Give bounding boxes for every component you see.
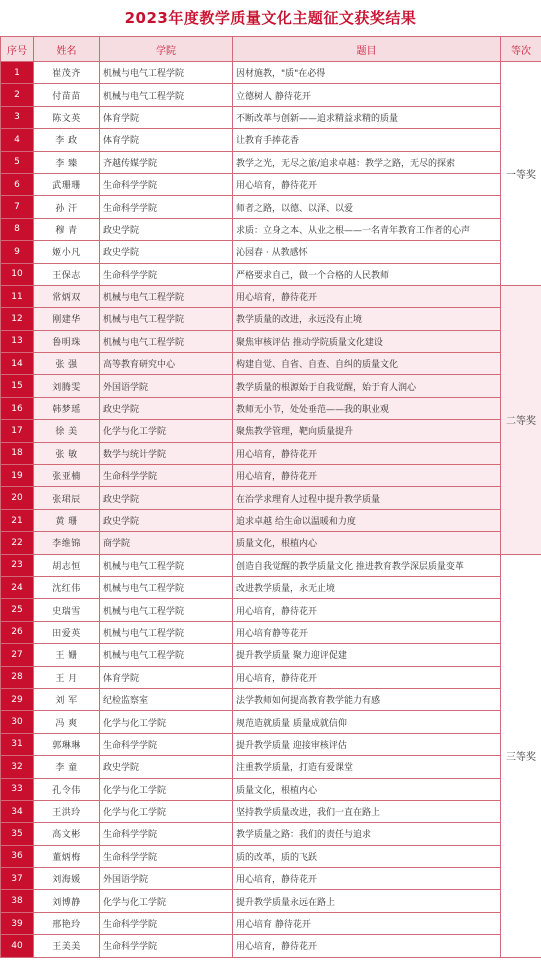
- row-name: 张 敏: [34, 442, 100, 464]
- row-name: 韩梦瑶: [34, 397, 100, 419]
- row-name: 史瑞雪: [34, 599, 100, 621]
- row-college: 生命科学学院: [100, 465, 233, 487]
- table-row: [1, 62, 541, 84]
- table-row: [1, 308, 541, 330]
- row-name: 刘 军: [34, 688, 100, 710]
- row-college: 政史学院: [100, 509, 233, 531]
- row-idx: 30: [1, 711, 34, 733]
- row-college: 生命科学学院: [100, 263, 233, 285]
- row-idx: 19: [1, 465, 34, 487]
- row-name: 刚建华: [34, 308, 100, 330]
- table-row: [1, 465, 541, 487]
- row-idx: 8: [1, 218, 34, 240]
- row-name: 李 政: [34, 129, 100, 151]
- row-name: 李维锦: [34, 532, 100, 554]
- table-row: [1, 800, 541, 822]
- row-idx: 22: [1, 532, 34, 554]
- row-idx: 16: [1, 397, 34, 419]
- table-row: [1, 420, 541, 442]
- row-name: 张 强: [34, 353, 100, 375]
- row-name: 王美美: [34, 935, 100, 957]
- row-idx: 1: [1, 62, 34, 84]
- row-college: 化学与化工学院: [100, 420, 233, 442]
- row-name: 张珺辰: [34, 487, 100, 509]
- row-name: 田爱英: [34, 621, 100, 643]
- table-row: [1, 912, 541, 934]
- row-name: 穆 青: [34, 218, 100, 240]
- row-idx: 7: [1, 196, 34, 218]
- table-row: [1, 218, 541, 240]
- table-row: [1, 823, 541, 845]
- row-topic: 规范造就质量 质量成就信仰: [233, 711, 501, 733]
- row-topic: 聚焦审核评估 推动学院质量文化建设: [233, 330, 501, 352]
- row-name: 王 月: [34, 666, 100, 688]
- row-idx: 2: [1, 84, 34, 106]
- row-topic: 提升教学质量 聚力迎评促建: [233, 644, 501, 666]
- table-row: [1, 576, 541, 598]
- row-college: 机械与电气工程学院: [100, 554, 233, 576]
- row-idx: 25: [1, 599, 34, 621]
- row-name: 黄 珊: [34, 509, 100, 531]
- row-name: 孙 汗: [34, 196, 100, 218]
- row-name: 鲁明珠: [34, 330, 100, 352]
- table-row: [1, 151, 541, 173]
- row-college: 政史学院: [100, 756, 233, 778]
- table-row: [1, 241, 541, 263]
- row-name: 徐 美: [34, 420, 100, 442]
- row-idx: 12: [1, 308, 34, 330]
- row-topic: 质的改革，质的飞跃: [233, 845, 501, 867]
- row-idx: 26: [1, 621, 34, 643]
- header-topic: 题目: [233, 37, 501, 62]
- row-name: 高文彬: [34, 823, 100, 845]
- row-college: 政史学院: [100, 487, 233, 509]
- row-idx: 39: [1, 912, 34, 934]
- row-topic: 教学质量的根源始于自我觉醒，始于育人润心: [233, 375, 501, 397]
- row-college: 高等教育研究中心: [100, 353, 233, 375]
- row-topic: 教学质量之路：我们的责任与追求: [233, 823, 501, 845]
- row-name: 陈文英: [34, 106, 100, 128]
- row-topic: 在治学求理育人过程中提升教学质量: [233, 487, 501, 509]
- row-topic: 沁园春 · 从教感怀: [233, 241, 501, 263]
- table-row: [1, 666, 541, 688]
- row-name: 刘海媛: [34, 868, 100, 890]
- award-level-second: 二等奖: [501, 285, 541, 554]
- row-name: 冯 爽: [34, 711, 100, 733]
- row-idx: 37: [1, 868, 34, 890]
- row-idx: 27: [1, 644, 34, 666]
- row-topic: 用心培育，静待花开: [233, 666, 501, 688]
- table-row: [1, 644, 541, 666]
- row-topic: 教学之光，无尽之旅/追求卓越：教学之路，无尽的探索: [233, 151, 501, 173]
- row-name: 武珊珊: [34, 173, 100, 195]
- row-idx: 3: [1, 106, 34, 128]
- row-topic: 用心培育静等花开: [233, 621, 501, 643]
- row-idx: 28: [1, 666, 34, 688]
- row-name: 刘博静: [34, 890, 100, 912]
- row-topic: 让教育手捧花香: [233, 129, 501, 151]
- row-idx: 24: [1, 576, 34, 598]
- row-idx: 33: [1, 778, 34, 800]
- row-topic: 不断改革与创新——追求精益求精的质量: [233, 106, 501, 128]
- row-name: 王洪玲: [34, 800, 100, 822]
- row-college: 化学与化工学院: [100, 778, 233, 800]
- row-topic: 用心培育，静待花开: [233, 285, 501, 307]
- row-idx: 29: [1, 688, 34, 710]
- row-topic: 聚焦教学管理，靶向质量提升: [233, 420, 501, 442]
- row-topic: 用心培育，静待花开: [233, 173, 501, 195]
- row-idx: 10: [1, 263, 34, 285]
- row-name: 常炳双: [34, 285, 100, 307]
- row-name: 刘腾雯: [34, 375, 100, 397]
- table-row: [1, 778, 541, 800]
- row-topic: 质量文化，根植内心: [233, 532, 501, 554]
- table-row: [1, 756, 541, 778]
- row-topic: 立德树人 静待花开: [233, 84, 501, 106]
- row-topic: 用心培育，静待花开: [233, 935, 501, 957]
- row-college: 机械与电气工程学院: [100, 308, 233, 330]
- row-idx: 36: [1, 845, 34, 867]
- page-title: 2023年度教学质量文化主题征文获奖结果: [124, 9, 417, 27]
- row-college: 数学与统计学院: [100, 442, 233, 464]
- row-college: 化学与化工学院: [100, 800, 233, 822]
- row-college: 生命科学学院: [100, 935, 233, 957]
- row-idx: 20: [1, 487, 34, 509]
- row-college: 政史学院: [100, 241, 233, 263]
- header-idx: 序号: [1, 37, 34, 62]
- row-topic: 坚持教学质量改进，我们一直在路上: [233, 800, 501, 822]
- row-college: 机械与电气工程学院: [100, 330, 233, 352]
- table-row: [1, 868, 541, 890]
- row-college: 外国语学院: [100, 868, 233, 890]
- row-idx: 9: [1, 241, 34, 263]
- table-row: [1, 263, 541, 285]
- header-name: 姓名: [34, 37, 100, 62]
- table-body: [1, 62, 541, 958]
- results-table: [0, 36, 541, 958]
- row-college: 政史学院: [100, 397, 233, 419]
- row-college: 生命科学学院: [100, 196, 233, 218]
- row-college: 机械与电气工程学院: [100, 285, 233, 307]
- row-college: 齐越传媒学院: [100, 151, 233, 173]
- table-header-row: [1, 37, 541, 62]
- row-college: 机械与电气工程学院: [100, 576, 233, 598]
- row-name: 崔茂齐: [34, 62, 100, 84]
- row-idx: 40: [1, 935, 34, 957]
- row-topic: 创造自我觉醒的教学质量文化 推进教育教学深层质量变革: [233, 554, 501, 576]
- table-row: [1, 330, 541, 352]
- table-row: [1, 532, 541, 554]
- table-row: [1, 285, 541, 307]
- row-college: 体育学院: [100, 106, 233, 128]
- row-topic: 用心培育，静待花开: [233, 465, 501, 487]
- row-name: 李 童: [34, 756, 100, 778]
- row-idx: 18: [1, 442, 34, 464]
- row-topic: 用心培育，静待花开: [233, 868, 501, 890]
- table-row: [1, 845, 541, 867]
- row-college: 生命科学学院: [100, 845, 233, 867]
- table-row: [1, 442, 541, 464]
- row-college: 机械与电气工程学院: [100, 84, 233, 106]
- row-name: 郭琳琳: [34, 733, 100, 755]
- row-name: 胡志恒: [34, 554, 100, 576]
- row-topic: 注重教学质量，打造有爱课堂: [233, 756, 501, 778]
- row-college: 机械与电气工程学院: [100, 621, 233, 643]
- row-idx: 4: [1, 129, 34, 151]
- table-row: [1, 688, 541, 710]
- row-name: 姬小凡: [34, 241, 100, 263]
- row-college: 外国语学院: [100, 375, 233, 397]
- row-topic: 质量文化，根植内心: [233, 778, 501, 800]
- table-row: [1, 129, 541, 151]
- row-idx: 35: [1, 823, 34, 845]
- row-idx: 15: [1, 375, 34, 397]
- table-row: [1, 890, 541, 912]
- row-topic: 构建自觉、自省、自查、自纠的质量文化: [233, 353, 501, 375]
- row-topic: 追求卓越 给生命以温暖和力度: [233, 509, 501, 531]
- row-name: 王 姗: [34, 644, 100, 666]
- row-name: 孔令伟: [34, 778, 100, 800]
- row-name: 张亚楠: [34, 465, 100, 487]
- row-college: 生命科学学院: [100, 733, 233, 755]
- row-topic: 改进教学质量，永无止境: [233, 576, 501, 598]
- row-college: 生命科学学院: [100, 823, 233, 845]
- table-row: [1, 487, 541, 509]
- row-topic: 教师无小节，处处垂范——我的职业观: [233, 397, 501, 419]
- row-topic: 严格要求自己，做一个合格的人民教师: [233, 263, 501, 285]
- row-name: 邢艳玲: [34, 912, 100, 934]
- header-college: 学院: [100, 37, 233, 62]
- row-college: 体育学院: [100, 129, 233, 151]
- row-name: 李 臻: [34, 151, 100, 173]
- table-row: [1, 196, 541, 218]
- table-row: [1, 106, 541, 128]
- row-college: 商学院: [100, 532, 233, 554]
- table-row: [1, 935, 541, 957]
- row-college: 生命科学学院: [100, 912, 233, 934]
- table-row: [1, 733, 541, 755]
- row-idx: 11: [1, 285, 34, 307]
- header-level: 等次: [501, 37, 541, 62]
- row-college: 化学与化工学院: [100, 890, 233, 912]
- row-college: 化学与化工学院: [100, 711, 233, 733]
- row-idx: 31: [1, 733, 34, 755]
- row-college: 机械与电气工程学院: [100, 644, 233, 666]
- table-row: [1, 599, 541, 621]
- row-idx: 38: [1, 890, 34, 912]
- table-row: [1, 509, 541, 531]
- row-topic: 用心培育，静待花开: [233, 442, 501, 464]
- row-topic: 用心培育 静待花开: [233, 912, 501, 934]
- row-college: 机械与电气工程学院: [100, 599, 233, 621]
- award-level-first: 一等奖: [501, 62, 541, 286]
- row-college: 纪检监察室: [100, 688, 233, 710]
- table-row: [1, 554, 541, 576]
- row-idx: 34: [1, 800, 34, 822]
- row-topic: 法学教师如何提高教育教学能力有感: [233, 688, 501, 710]
- row-idx: 21: [1, 509, 34, 531]
- table-row: [1, 711, 541, 733]
- row-name: 董炳梅: [34, 845, 100, 867]
- row-idx: 5: [1, 151, 34, 173]
- table-row: [1, 173, 541, 195]
- row-idx: 17: [1, 420, 34, 442]
- table-row: [1, 375, 541, 397]
- table-row: [1, 621, 541, 643]
- row-idx: 6: [1, 173, 34, 195]
- row-topic: 教学质量的改进，永远没有止境: [233, 308, 501, 330]
- table-row: [1, 84, 541, 106]
- row-topic: 用心培育，静待花开: [233, 599, 501, 621]
- row-topic: 提升教学质量永远在路上: [233, 890, 501, 912]
- row-name: 沈红伟: [34, 576, 100, 598]
- row-topic: 因材施教，"质"在必得: [233, 62, 501, 84]
- row-topic: 求质：立身之本、从业之根——一名青年教育工作者的心声: [233, 218, 501, 240]
- award-level-third: 三等奖: [501, 554, 541, 957]
- table-row: [1, 353, 541, 375]
- row-topic: 提升教学质量 迎接审核评估: [233, 733, 501, 755]
- row-college: 体育学院: [100, 666, 233, 688]
- row-college: 生命科学学院: [100, 173, 233, 195]
- row-idx: 23: [1, 554, 34, 576]
- row-college: 机械与电气工程学院: [100, 62, 233, 84]
- row-idx: 14: [1, 353, 34, 375]
- row-idx: 32: [1, 756, 34, 778]
- row-name: 付苗苗: [34, 84, 100, 106]
- row-idx: 13: [1, 330, 34, 352]
- row-college: 政史学院: [100, 218, 233, 240]
- table-row: [1, 397, 541, 419]
- row-name: 王保志: [34, 263, 100, 285]
- row-topic: 师者之路，以德、以泽、以爱: [233, 196, 501, 218]
